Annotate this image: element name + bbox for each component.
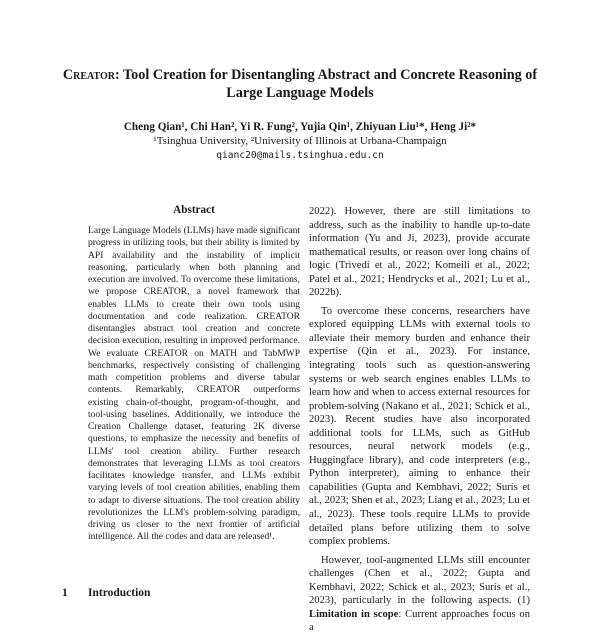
section-number: 1 <box>62 587 68 599</box>
paragraph-3-tail: : Current approaches focus on a <box>309 608 530 634</box>
abstract-heading: Abstract <box>173 204 215 216</box>
left-column <box>88 203 300 544</box>
author-list: Cheng Qian¹, Chi Han², Yi R. Fung², Yujia Qin¹, Zhiyuan Liu¹*, Heng Ji²* <box>123 121 477 133</box>
title-rest: : Tool Creation for Disentangling Abstract and Concrete Reasoning of Large Language Models <box>115 67 538 101</box>
body-paragraph-3 <box>309 554 530 635</box>
paragraph-3-text: However, tool-augmented LLMs still encounter challenges (Chen et al., 2022; Gupta and Kembhavi, 2022; Schick et al., 2023; Surís et al., 2023), particularly in the following aspects. (1) <box>309 554 530 607</box>
title-name: Creator <box>62 67 115 83</box>
abstract-text: Large Language Models (LLMs) have made significant progress in utilizing tools, but their ability is limited by API availability and the instability of implicit reasoning, particularly when both planning and execution are involved. To overcome these limitations, we propose CREATOR, a novel framework that enables LLMs to create their own tools using documentation and code realization. CREATOR disentangles abstract tool creation and concrete decision execution, resulting in improved performance. We evaluate CREATOR on MATH and TabMWP benchmarks, respectively consisting of challenging math competition problems and diverse tabular contents. Remarkably, CREATOR outperforms existing chain-of-thought, program-of-thought, and tool-using baselines. Additionally, we introduce the Creation Challenge dataset, featuring 2K diverse questions, to emphasize the necessity and benefits of LLMs' tool creation ability. Further research demonstrates that leveraging LLMs as tool creators facilitates knowledge transfer, and LLMs exhibit varying levels of tool creation abilities, enabling them to adapt to diverse situations. The tool creation ability revolutionizes the LLM's problem-solving paradigm, driving us closer to the next frontier of artificial intelligence. All the codes and data are released¹. <box>88 225 300 543</box>
affiliation: ¹Tsinghua University, ²University of Illinois at Urbana-Champaign <box>153 135 447 147</box>
body-paragraph-2: To overcome these concerns, researchers have explored equipping LLMs with external tools to alleviate their memory burden and enhance their expertise (Qin et al., 2023). For instance, integrating tools such as question-answering systems or web search engines enables LLMs to learn how and when to access external resources for problem-solving (Nakano et al., 2021; Schick et al., 2023). Recent studies have also incorporated additional tools for LLMs, such as GitHub resources, neural network models (e.g., Huggingface library), and code interpreters (e.g., Python interpreter), aiming to enhance their capabilities (Gupta and Kembhavi, 2022; Surís et al., 2023; Shen et al., 2023; Liang et al., 2023; Lu et al., 2023). These tools require LLMs to provide detailed plans before utilizing them to solve complex problems. <box>309 305 530 548</box>
limitation-label: Limitation in scope <box>309 608 399 620</box>
section-title: Introduction <box>88 587 151 599</box>
section-heading <box>62 586 150 600</box>
body-paragraph-1: 2022). However, there are still limitations to address, such as the inability to handle up-to-date information (Yu and Ji, 2023), provide accurate mathematical results, or reason over long chains of logic (Trivedi et al., 2022; Komeili et al., 2022; Patel et al., 2021; Hendrycks et al., 2021; Lu et al., 2022b). <box>309 206 530 299</box>
contact-email: qianc20@mails.tsinghua.edu.cn <box>216 150 384 161</box>
right-column <box>309 205 530 635</box>
paper-title <box>60 66 540 102</box>
